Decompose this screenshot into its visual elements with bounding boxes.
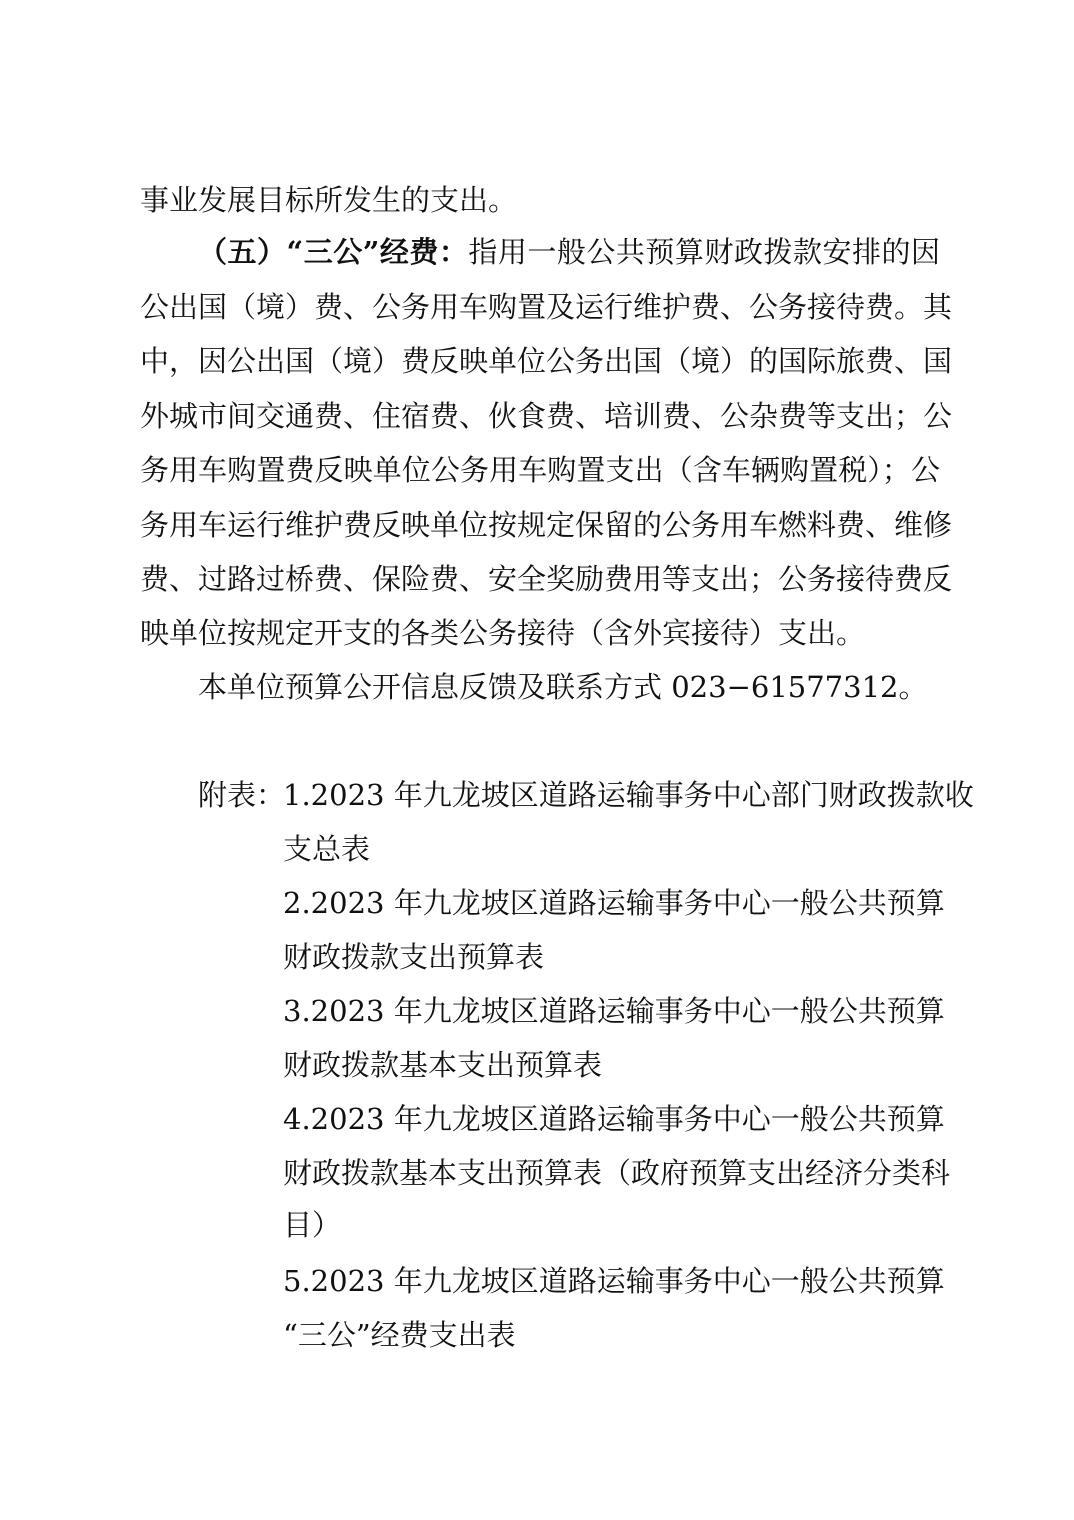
attachment-item-1-line-2: 支总表 — [283, 832, 371, 866]
attachment-item-1-line-1: 1.2023 年九龙坡区道路运输事务中心部门财政拨款收 — [283, 778, 974, 812]
contact-line: 本单位预算公开信息反馈及联系方式 023−61577312。 — [198, 670, 928, 704]
attachment-item-5-line-2: “三公”经费支出表 — [283, 1318, 516, 1352]
attachment-item-3-line-2: 财政拨款基本支出预算表 — [283, 1048, 603, 1082]
paragraph-line: 务用车运行维护费反映单位按规定保留的公务用车燃料费、维修 — [140, 508, 953, 542]
paragraph-line: 事业发展目标所发生的支出。 — [140, 183, 518, 217]
paragraph-line: 费、过路过桥费、保险费、安全奖励费用等支出；公务接待费反 — [140, 562, 953, 596]
paragraph-line: 公出国（境）费、公务用车购置及运行维护费、公务接待费。其 — [140, 290, 953, 324]
attachment-item-5-line-1: 5.2023 年九龙坡区道路运输事务中心一般公共预算 — [283, 1264, 945, 1298]
attachment-item-3-line-1: 3.2023 年九龙坡区道路运输事务中心一般公共预算 — [283, 994, 945, 1028]
paragraph-line: 映单位按规定开支的各类公务接待（含外宾接待）支出。 — [140, 616, 866, 650]
attachment-item-2-line-1: 2.2023 年九龙坡区道路运输事务中心一般公共预算 — [283, 886, 945, 920]
paragraph-text: 指用一般公共预算财政拨款安排的因 — [468, 235, 940, 269]
paragraph-line: 外城市间交通费、住宿费、伙食费、培训费、公杂费等支出；公 — [140, 399, 953, 433]
section-heading: （五）“三公”经费： — [198, 235, 469, 269]
attachment-item-4-line-3: 目） — [283, 1208, 342, 1242]
paragraph-line: 中，因公出国（境）费反映单位公务出国（境）的国际旅费、国 — [140, 344, 953, 378]
attachment-item-4-line-1: 4.2023 年九龙坡区道路运输事务中心一般公共预算 — [283, 1102, 945, 1136]
paragraph-line: 务用车购置费反映单位公务用车购置支出（含车辆购置税）；公 — [140, 453, 940, 487]
attachment-item-2-line-2: 财政拨款支出预算表 — [283, 940, 545, 974]
paragraph-line — [198, 225, 940, 279]
attachment-item-4-line-2: 财政拨款基本支出预算表（政府预算支出经济分类科 — [283, 1156, 951, 1190]
attachments-label: 附表： — [198, 778, 286, 812]
